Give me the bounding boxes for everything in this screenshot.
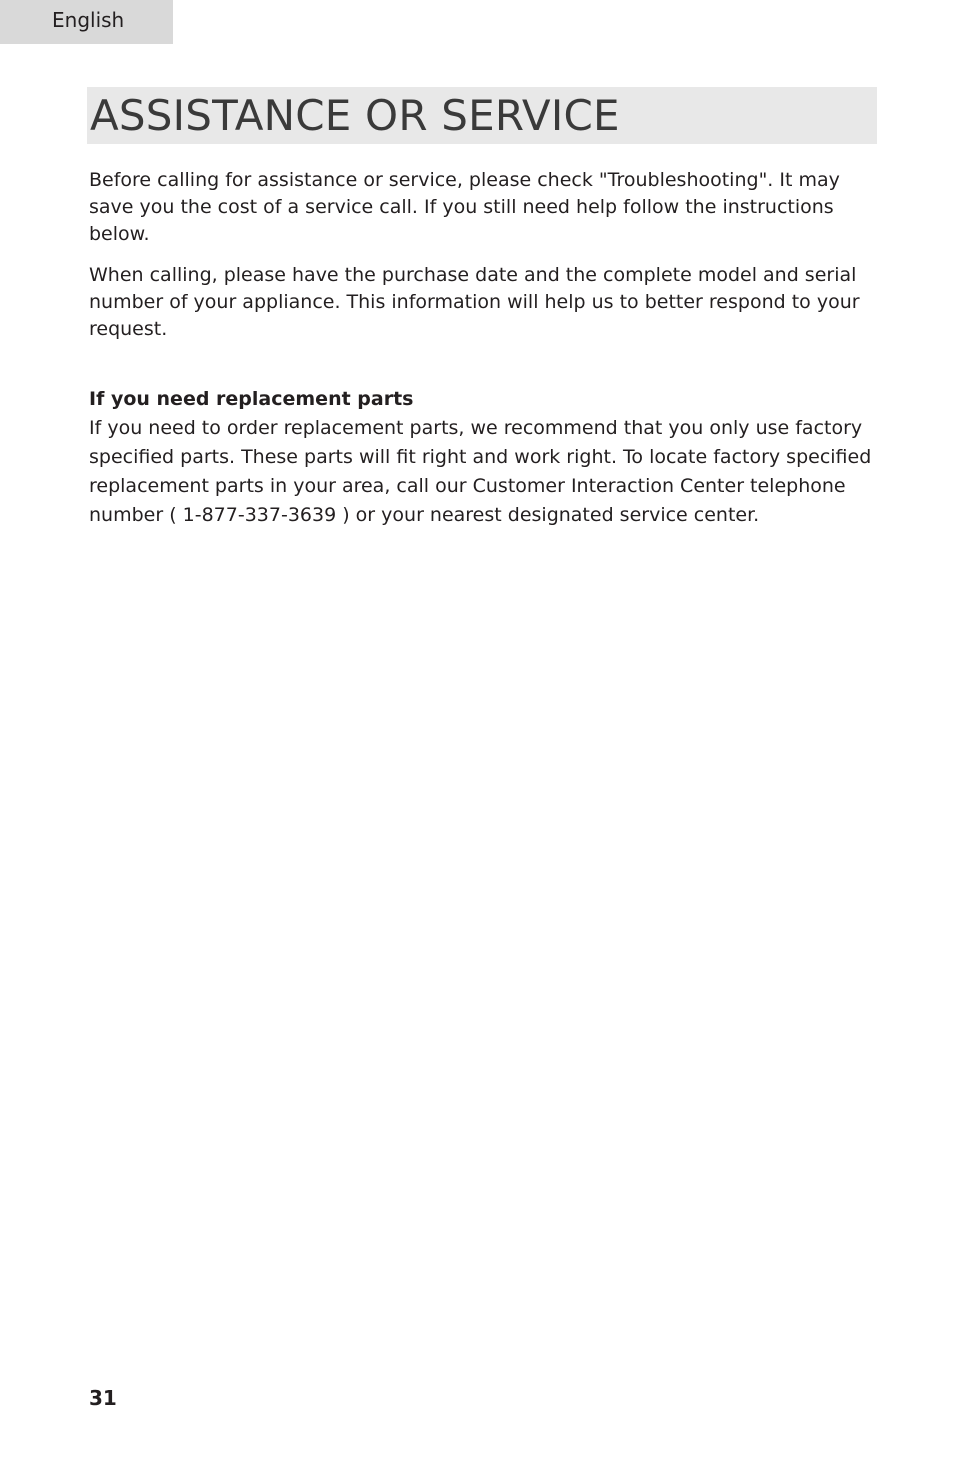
page-number: 31: [89, 1386, 117, 1410]
intro-paragraph-2: When calling, please have the purchase date and the complete model and serial number of your appliance. This information will help us to better respond to your request.: [89, 264, 860, 340]
title-band: [87, 87, 877, 144]
intro-paragraph-1: Before calling for assistance or service, please check "Troubleshooting". It may save you the cost of a service call. If you still need help follow the instructions below.: [89, 169, 840, 245]
language-tab: [0, 0, 173, 44]
replacement-parts-heading: If you need replacement parts: [89, 388, 414, 410]
language-tab-label: English: [52, 8, 125, 32]
page-title: ASSISTANCE OR SERVICE: [90, 91, 620, 140]
replacement-parts-body: If you need to order replacement parts, we recommend that you only use factory specified parts. These parts will fit right and work right. To locate factory specified replacement parts in your area, call our Customer Interaction Center telephone number ( 1-877-337-3639 ) or your nearest designated service center.: [89, 417, 872, 526]
main-content: [89, 167, 874, 530]
